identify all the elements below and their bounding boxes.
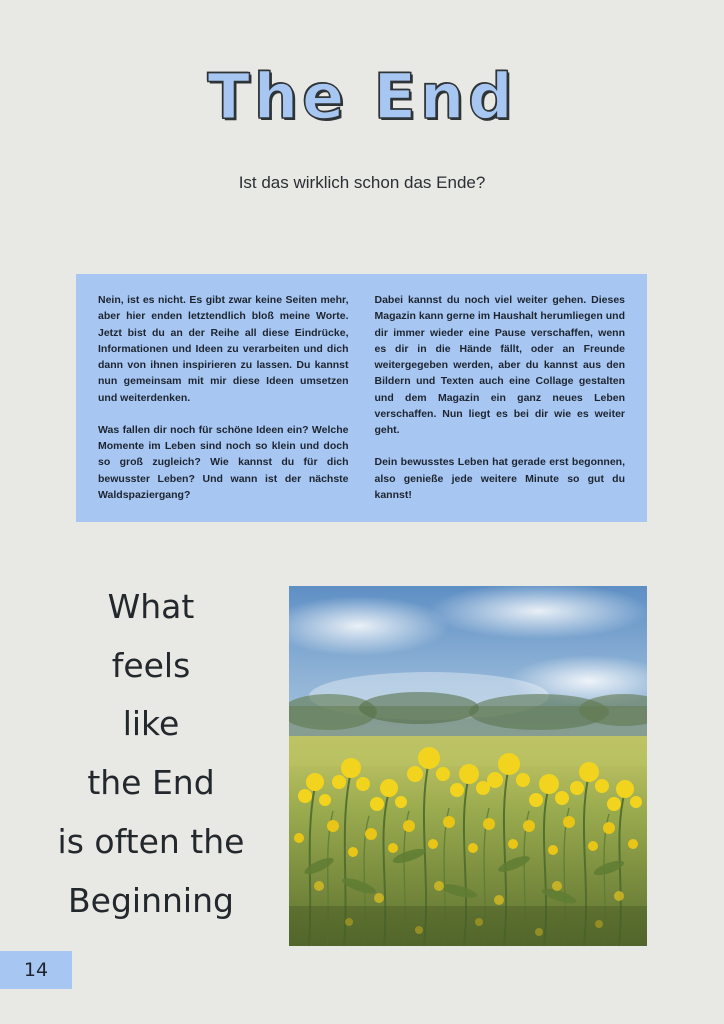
quote-line: like — [122, 704, 180, 744]
quote-line: is often the — [57, 821, 245, 861]
quote-line: What — [107, 587, 195, 626]
paragraph: Dabei kannst du noch viel weiter gehen. Dieses Magazin kann gerne im Haushalt herumliegen und dir immer wieder eine Pause verschaffen, wenn es dir in die Hände fällt, oder an Freunde weitergegeben werden, aber du kannst aus den Bildern und Texten auch eine Collage gestalten und dem Magazin ein ganz neues Leben verschaffen. Nun liegt es bei dir wie es weiter geht. — [374, 294, 625, 437]
rapeseed-field-photo — [289, 586, 647, 946]
paragraph: Nein, ist es nicht. Es gibt zwar keine Seiten mehr, aber hier enden letztendlich bloß meine Worte. Jetzt bist du an der Reihe all diese Eindrücke, Informationen und Ideen zu verarbeiten und dich dann von ihnen inspirieren zu lassen. Du kannst nun gemeinsam mit mir diese Ideen umsetzen und weiterdenken. — [98, 294, 349, 404]
photo-image — [289, 586, 647, 946]
quote-line: Beginning — [68, 880, 234, 920]
quote-line: feels — [111, 645, 191, 685]
page-subtitle: Ist das wirklich schon das Ende? — [238, 173, 486, 192]
paragraph: Dein bewusstes Leben hat gerade erst begonnen, also genieße jede weitere Minute so gut du kannst! — [374, 456, 625, 501]
body-text-box — [76, 274, 647, 522]
text-column-left — [98, 292, 349, 506]
paragraph: Was fallen dir noch für schöne Ideen ein? Welche Momente im Leben sind noch so klein und doch so groß zugleich? Wie kannst du für dich bewusster Leben? Und wann ist der nächste Waldspaziergang? — [98, 423, 349, 501]
closing-quote — [30, 578, 272, 930]
text-column-right — [375, 292, 626, 506]
page-title: The End — [207, 60, 517, 133]
quote-line: the End — [87, 763, 215, 803]
page-number: 14 — [0, 951, 72, 989]
